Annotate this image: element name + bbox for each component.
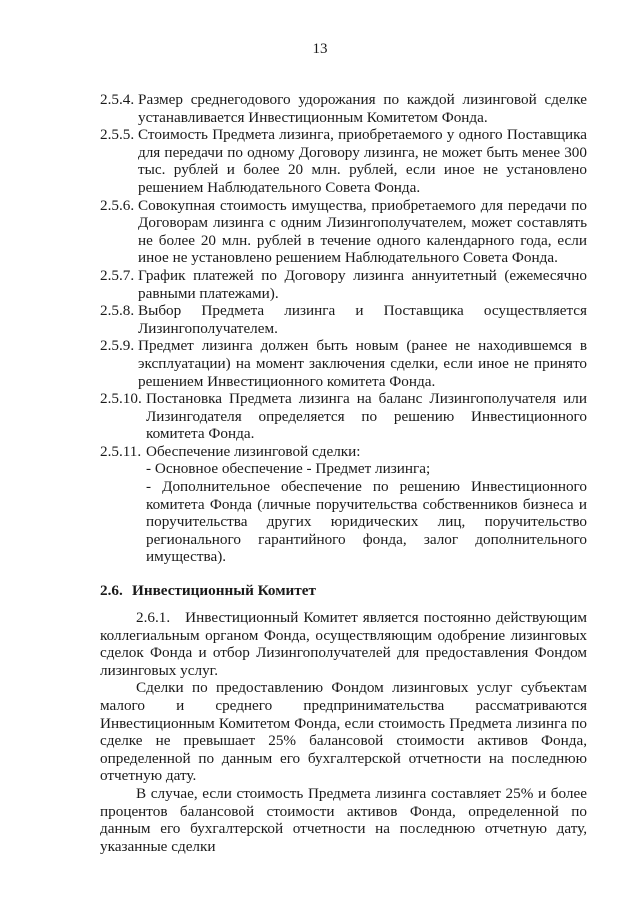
clause-text: Совокупная стоимость имущества, приобретаемого для передачи по Договорам лизинга с одним Лизингополучателем, может составлять не более 20 млн. рублей в течение одного календарного года, если иное не установлено решением Наблюдательного Совета Фонда. bbox=[138, 196, 587, 267]
paragraph-text: Инвестиционный Комитет является постоянно действующим коллегиальным органом Фонда, осуществляющим одобрение лизинговых сделок Фонда и отбор Лизингополучателей для предоставления Фондом лизинговых услуг. bbox=[100, 609, 587, 679]
clause-2-5-10 bbox=[100, 390, 587, 443]
section-body bbox=[100, 609, 587, 855]
clause-text: График платежей по Договору лизинга аннуитетный (ежемесячно равными платежами). bbox=[138, 266, 587, 302]
clause-list bbox=[100, 91, 587, 566]
clause-text: Обеспечение лизинговой сделки: bbox=[146, 442, 361, 460]
section-heading bbox=[100, 582, 316, 600]
clause-number: 2.5.10. bbox=[100, 390, 142, 408]
clause-text: Стоимость Предмета лизинга, приобретаемого у одного Поставщика для передачи по одному Договору лизинга, не может быть менее 300 тыс. рублей и более 20 млн. рублей, если иное не установлено решением Наблюдательного Совета Фонда. bbox=[138, 126, 587, 196]
clause-text: Размер среднегодового удорожания по каждой лизинговой сделке устанавливается Инвестиционным Комитетом Фонда. bbox=[138, 91, 587, 126]
clause-text: Предмет лизинга должен быть новым (ранее не находившемся в эксплуатации) на момент заключения сделки, если иное не принято решением Инвестиционного комитета Фонда. bbox=[138, 337, 587, 390]
paragraph: В случае, если стоимость Предмета лизинга составляет 25% и более процентов балансовой стоимости активов Фонда, определенной по данным его бухгалтерской отчетности на последнюю отчетную дату, указанные сделки bbox=[100, 784, 587, 855]
section-title: Инвестиционный Комитет bbox=[132, 582, 316, 599]
clause-number: 2.5.4. bbox=[100, 91, 135, 108]
sub-item-text: - Основное обеспечение - Предмет лизинга; bbox=[146, 460, 431, 478]
paragraph bbox=[100, 609, 587, 679]
section-number: 2.6. bbox=[100, 582, 123, 599]
clause-2-5-7 bbox=[100, 267, 587, 302]
clause-number: 2.5.5. bbox=[100, 126, 135, 144]
clause-number: 2.5.9. bbox=[100, 337, 135, 355]
clause-number: 2.5.7. bbox=[100, 266, 135, 284]
paragraph: Сделки по предоставлению Фондом лизинговых услуг субъектам малого и среднего предпринимательства рассматриваются Инвестиционным Комитетом Фонда, если стоимость Предмета лизинга по сделке не превышает 25% балансовой стоимости активов Фонда, определенной по данным его бухгалтерской отчетности на последнюю отчетную дату. bbox=[100, 679, 587, 785]
clause-text: Постановка Предмета лизинга на баланс Лизингополучателя или Лизингодателя определяется по решению Инвестиционного комитета Фонда. bbox=[146, 390, 587, 443]
page-number: 13 bbox=[312, 41, 328, 57]
clause-2-5-11 bbox=[100, 443, 587, 566]
paragraph-number: 2.6.1. bbox=[136, 609, 171, 626]
sub-item bbox=[146, 460, 587, 478]
clause-2-5-5 bbox=[100, 126, 587, 196]
clause-number: 2.5.6. bbox=[100, 196, 135, 214]
clause-2-5-4 bbox=[100, 91, 587, 126]
clause-number: 2.5.8. bbox=[100, 302, 135, 320]
clause-text: Выбор Предмета лизинга и Поставщика осуществляется Лизингополучателем. bbox=[138, 302, 587, 337]
clause-2-5-8 bbox=[100, 302, 587, 337]
clause-number: 2.5.11. bbox=[100, 442, 142, 460]
clause-2-5-9 bbox=[100, 337, 587, 390]
sub-item bbox=[146, 478, 587, 566]
clause-2-5-6 bbox=[100, 197, 587, 267]
sub-item-text: - Дополнительное обеспечение по решению Инвестиционного комитета Фонда (личные поручительства собственников бизнеса и поручительства других юридических лиц, поручительство регионального гарантийного фонда, залог дополнительного имущества). bbox=[146, 478, 587, 566]
clause-body bbox=[146, 443, 587, 566]
